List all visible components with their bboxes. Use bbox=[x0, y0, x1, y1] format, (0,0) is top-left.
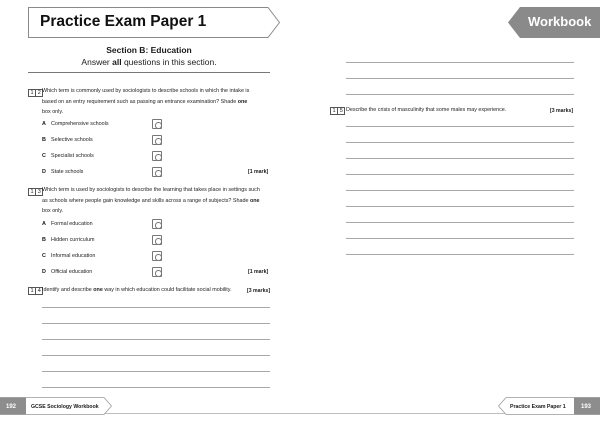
answer-box[interactable] bbox=[152, 167, 162, 177]
writing-line[interactable] bbox=[346, 94, 574, 95]
writing-line[interactable] bbox=[346, 62, 574, 63]
section-title: Section B: Education bbox=[106, 45, 192, 55]
writing-line[interactable] bbox=[346, 238, 574, 239]
question-12-marks: [1 mark] bbox=[248, 169, 269, 175]
workbook-label: Workbook bbox=[528, 14, 592, 29]
option-letter: A bbox=[42, 221, 46, 227]
option-label: Hidden curriculum bbox=[51, 237, 95, 243]
question-number-14: 1 4 bbox=[28, 287, 43, 295]
writing-line[interactable] bbox=[42, 355, 270, 356]
footer-book-title: GCSE Sociology Workbook bbox=[31, 404, 99, 410]
answer-box[interactable] bbox=[152, 151, 162, 161]
writing-line[interactable] bbox=[346, 190, 574, 191]
option-label: Informal education bbox=[51, 253, 96, 259]
writing-line[interactable] bbox=[346, 254, 574, 255]
writing-line[interactable] bbox=[42, 371, 270, 372]
writing-line[interactable] bbox=[346, 126, 574, 127]
question-14-text: Identify and describe one way in which education could facilitate social mobility. bbox=[42, 287, 232, 293]
writing-line[interactable] bbox=[346, 174, 574, 175]
option-letter: C bbox=[42, 153, 46, 159]
option-letter: C bbox=[42, 253, 46, 259]
answer-box[interactable] bbox=[152, 135, 162, 145]
header-banner bbox=[508, 7, 600, 38]
question-number-13: 1 3 bbox=[28, 188, 43, 196]
page-title: Practice Exam Paper 1 bbox=[40, 13, 207, 30]
question-12-text: Which term is commonly used by sociologists to describe schools in which the intake is based on an entry requirement such as passing an entrance examination? Shade one box only. bbox=[42, 88, 250, 115]
answer-box[interactable] bbox=[152, 235, 162, 245]
question-13-text: Which term is used by sociologists to describe the learning that takes place in settings such as schools where people gain knowledge and skills across a range of subjects? Shade one box only. bbox=[42, 187, 260, 214]
answer-box[interactable] bbox=[152, 219, 162, 229]
page-number: 193 bbox=[581, 404, 592, 410]
writing-line[interactable] bbox=[346, 222, 574, 223]
question-15-marks: [3 marks] bbox=[550, 108, 574, 114]
option-letter: A bbox=[42, 121, 46, 127]
question-number-12: 1 2 bbox=[28, 89, 43, 97]
option-label: Specialist schools bbox=[51, 153, 94, 159]
option-label: Comprehensive schools bbox=[51, 121, 109, 127]
option-label: Official education bbox=[51, 269, 93, 275]
option-letter: B bbox=[42, 237, 46, 243]
section-divider bbox=[28, 72, 270, 73]
option-letter: D bbox=[42, 169, 46, 175]
option-label: Selective schools bbox=[51, 137, 93, 143]
question-number-15: 1 5 bbox=[330, 107, 345, 115]
right-page bbox=[300, 0, 600, 424]
option-letter: B bbox=[42, 137, 46, 143]
writing-line[interactable] bbox=[346, 206, 574, 207]
option-letter: D bbox=[42, 269, 46, 275]
answer-box[interactable] bbox=[152, 119, 162, 129]
option-label: Formal education bbox=[51, 221, 93, 227]
option-label: State schools bbox=[51, 169, 84, 175]
writing-line[interactable] bbox=[346, 142, 574, 143]
header-banner bbox=[28, 7, 280, 38]
section-instruction: Answer all questions in this section. bbox=[81, 57, 217, 67]
question-15-text: Describe the crisis of masculinity that some males may experience. bbox=[346, 107, 507, 113]
writing-line[interactable] bbox=[42, 307, 270, 308]
page-number: 192 bbox=[6, 404, 17, 410]
answer-box[interactable] bbox=[152, 251, 162, 261]
writing-line[interactable] bbox=[42, 387, 270, 388]
footer-section-title: Practice Exam Paper 1 bbox=[510, 404, 566, 410]
writing-line[interactable] bbox=[346, 158, 574, 159]
writing-line[interactable] bbox=[346, 78, 574, 79]
question-14-marks: [3 marks] bbox=[247, 288, 271, 294]
writing-line[interactable] bbox=[42, 323, 270, 324]
question-13-marks: [1 mark] bbox=[248, 269, 269, 275]
answer-box[interactable] bbox=[152, 267, 162, 277]
writing-line[interactable] bbox=[42, 339, 270, 340]
